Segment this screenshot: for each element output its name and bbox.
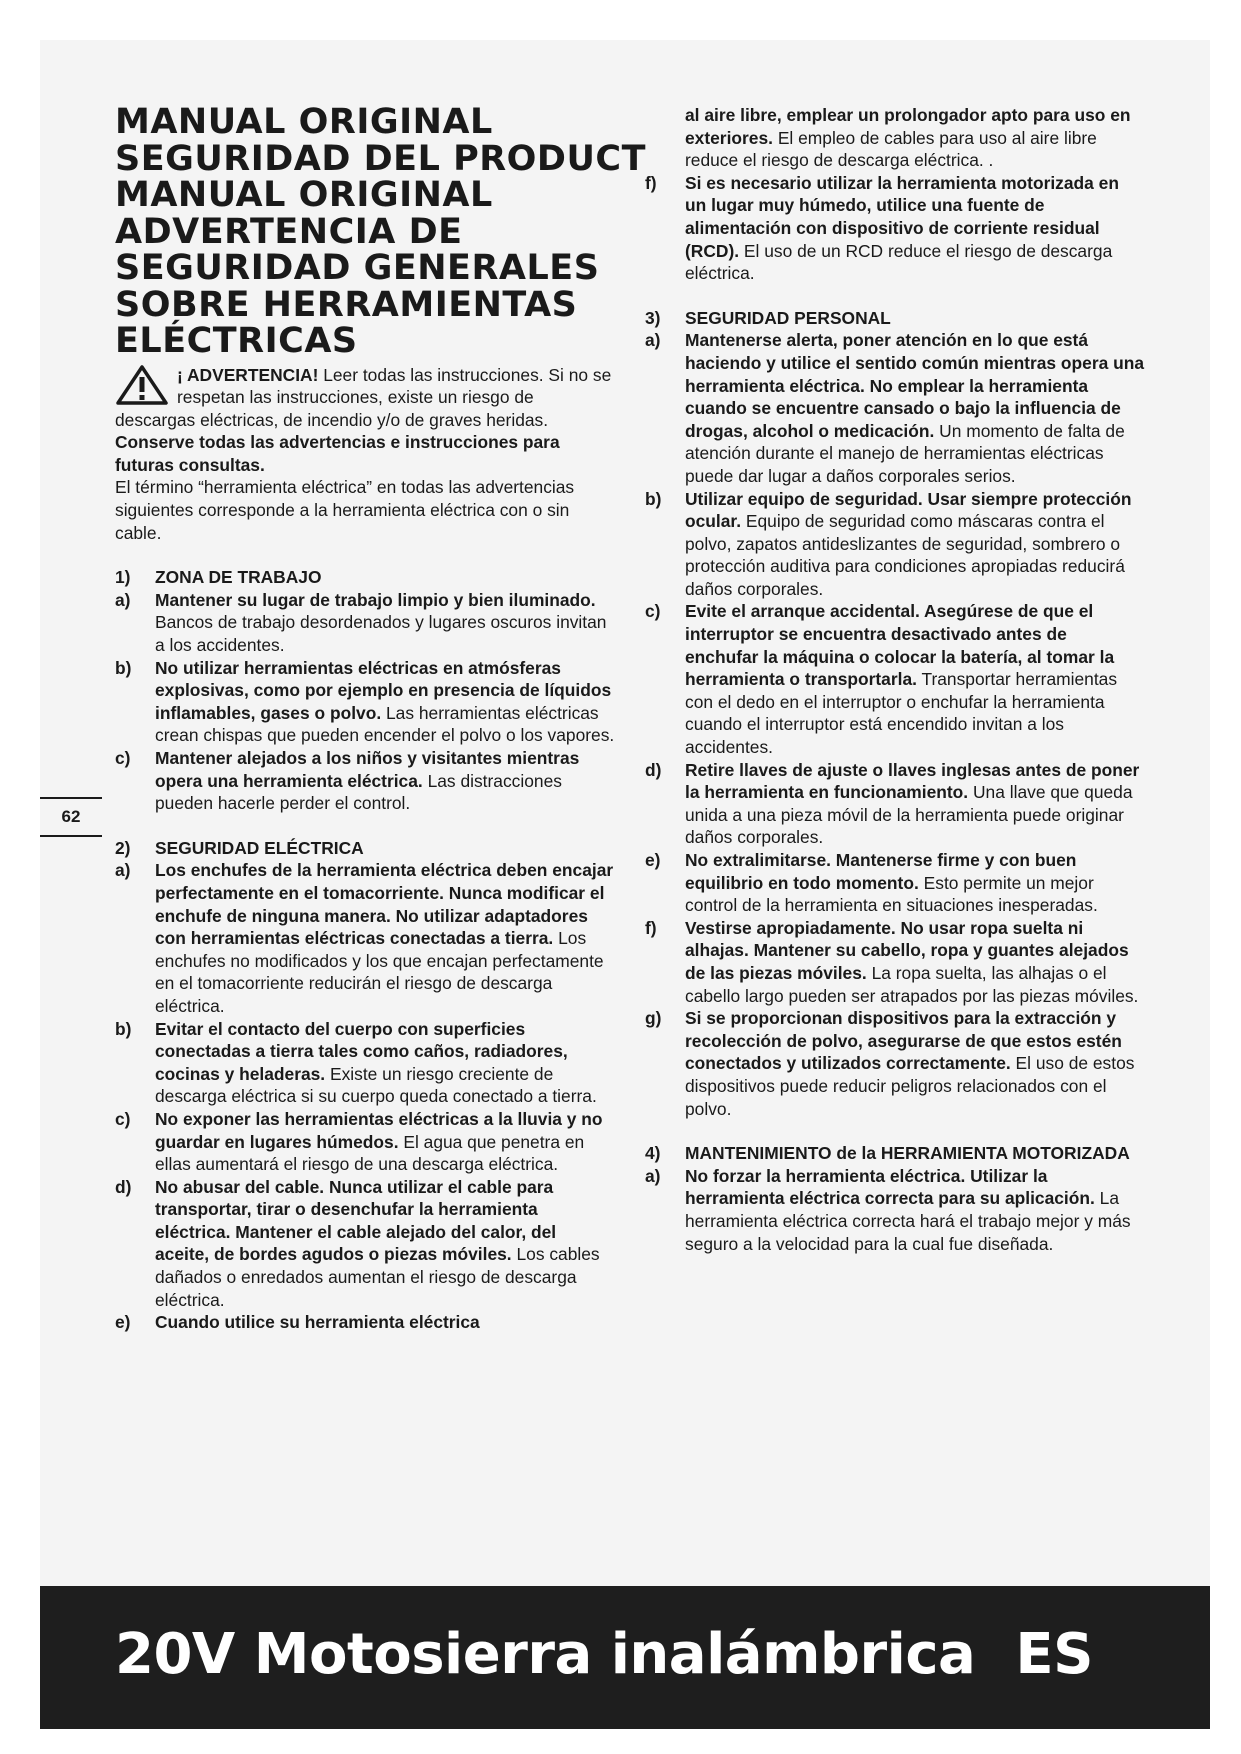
item-body: [155, 589, 615, 657]
item-letter: c): [115, 748, 131, 768]
list-item: [115, 1108, 615, 1176]
item-bold: No utilizar herramientas eléctricas en atmósferas explosivas, como por ejemplo en presencia de líquidos inflamables, gases o polvo.: [155, 657, 612, 723]
item-bold: No exponer las herramientas eléctricas a la lluvia y no guardar en lugares húmedos.: [155, 1108, 603, 1152]
item-letter: c): [645, 601, 661, 622]
warning-block: [115, 364, 615, 545]
item-letter: e): [645, 850, 661, 870]
item-text: La ropa suelta, las alhajas o el cabello largo pueden ser atrapados por las piezas móviles.: [685, 962, 1139, 1006]
item-letter: b): [115, 657, 132, 678]
item-body: [685, 600, 1145, 758]
continuation-text: [645, 104, 1145, 172]
item-bold: Mantener su lugar de trabajo limpio y bien iluminado.: [155, 589, 596, 610]
item-body: [155, 1018, 615, 1108]
item-text: Los enchufes no modificados y los que encajan perfectamente en el tomacorriente reducirán el riesgo de descarga eléctrica.: [155, 928, 604, 1016]
item-text: Transportar herramientas con el dedo en el interruptor o enchufar la herramienta cuando el interruptor está encendido invitan a los accidentes.: [685, 669, 1118, 758]
section-mantenimiento: [645, 1142, 1145, 1255]
page-title: [115, 102, 646, 361]
left-column: [115, 102, 646, 1334]
item-letter: f): [645, 172, 657, 193]
language-code: ES: [1015, 1622, 1093, 1687]
item-text: Los cables dañados o enredados aumentan el riesgo de descarga eléctrica.: [155, 1244, 600, 1310]
list-item: [115, 657, 615, 747]
list-item: [645, 172, 1145, 285]
list-item: [115, 747, 615, 815]
item-body: [685, 172, 1145, 285]
footer-title: [115, 1620, 1093, 1690]
item-bold: Retire llaves de ajuste o llaves inglesas antes de poner la herramienta en funcionamiento.: [685, 759, 1140, 803]
item-body: [685, 488, 1145, 601]
list-item: [645, 488, 1145, 601]
section-number: 2): [115, 837, 131, 858]
item-bold: No extralimitarse. Mantenerse firme y con buen equilibrio en todo momento.: [685, 850, 1077, 893]
item-text: Existe un riesgo creciente de descarga eléctrica si su cuerpo queda conectado a tierra.: [155, 1063, 597, 1107]
list-item: [645, 1007, 1145, 1120]
item-text: Las herramientas eléctricas crean chispas que pueden encender el polvo o los vapores.: [155, 702, 615, 746]
list-item: [645, 600, 1145, 758]
item-bold: Si es necesario utilizar la herramienta motorizada en un lugar muy húmedo, utilice una fuente de alimentación con dispositivo de corriente residual (RCD).: [685, 172, 1119, 261]
item-letter: a): [115, 860, 131, 881]
item-text: Una llave que queda unida a una pieza móvil de la herramienta puede originar daños corporales.: [685, 782, 1133, 848]
item-text: El uso de un RCD reduce el riesgo de descarga eléctrica.: [685, 240, 1113, 284]
item-text: Equipo de seguridad como máscaras contra el polvo, zapatos antideslizantes de seguridad, sombrero o protección auditiva para condiciones apropiadas reducirá daños corporales.: [685, 511, 1125, 599]
item-bold: Si se proporcionan dispositivos para la extracción y recolección de polvo, asegurarse de que estos estén conectados y utilizados correctamente.: [685, 1008, 1122, 1074]
continuation-body: El empleo de cables para uso al aire libre reduce el riesgo de descarga eléctrica. .: [685, 127, 1097, 171]
list-item: [115, 1176, 615, 1312]
section-heading: [115, 566, 615, 589]
item-letter: f): [645, 917, 657, 938]
item-bold: No forzar la herramienta eléctrica. Utilizar la herramienta eléctrica correcta para su aplicación.: [685, 1165, 1095, 1209]
footer-banner: [40, 1586, 1210, 1729]
section-number: 1): [115, 567, 131, 588]
item-bold: Mantener alejados a los niños y visitantes mientras opera una herramienta eléctrica.: [155, 748, 580, 791]
warning-text: [115, 364, 615, 432]
item-body: [685, 1007, 1145, 1120]
item-bold: Evite el arranque accidental. Asegúrese de que el interruptor se encuentra desactivado antes de enchufar la máquina o colocar la batería, al tomar la herramienta o transportarla.: [685, 601, 1115, 690]
list-item: [645, 849, 1145, 917]
item-body: [685, 1165, 1145, 1255]
item-body: [685, 849, 1145, 917]
title-line: SEGURIDAD DEL PRODUCT: [115, 138, 646, 179]
title-line: MANUAL ORIGINAL: [115, 175, 493, 215]
title-line: ADVERTENCIA DE: [115, 211, 463, 252]
warning-label: ¡ ADVERTENCIA!: [177, 364, 319, 385]
item-body: [155, 747, 615, 815]
item-text: Esto permite un mejor control de la herramienta en situaciones inesperadas.: [685, 872, 1098, 916]
title-line: SEGURIDAD GENERALES: [115, 248, 600, 288]
warning-keep-instructions: Conserve todas las advertencias e instrucciones para futuras consultas.: [115, 432, 560, 475]
title-line: MANUAL ORIGINAL: [115, 102, 493, 142]
item-letter: a): [115, 589, 131, 610]
section-zona-de-trabajo: [115, 566, 615, 815]
item-body: [155, 859, 615, 1017]
item-bold: Cuando utilice su herramienta eléctrica: [155, 1312, 480, 1333]
title-line: SOBRE HERRAMIENTAS: [115, 284, 578, 325]
item-text: Un momento de falta de atención durante el manejo de herramientas eléctricas puede dar lugar a daños corporales serios.: [685, 420, 1125, 486]
item-body: [685, 917, 1145, 1007]
item-text: Bancos de trabajo desordenados y lugares oscuros invitan a los accidentes.: [155, 612, 607, 656]
warning-body: Leer todas las instrucciones. Si no se respetan las instrucciones, existe un riesgo de descargas eléctricas, de incendio y/o de graves heridas.: [115, 364, 612, 430]
list-item: [115, 589, 615, 657]
section-heading: [645, 1142, 1145, 1165]
section-number: 3): [645, 307, 661, 328]
item-text: La herramienta eléctrica correcta hará el trabajo mejor y más seguro a la velocidad para la cual fue diseñada.: [685, 1188, 1131, 1254]
item-body: [155, 1311, 615, 1334]
item-bold: Utilizar equipo de seguridad. Usar siempre protección ocular.: [685, 488, 1132, 532]
item-body: [685, 759, 1145, 849]
item-bold: No abusar del cable. Nunca utilizar el cable para transportar, tirar o desenchufar la herramienta eléctrica. Mantener el cable alejado del calor, del aceite, de bordes agudos o piezas móviles.: [155, 1176, 557, 1265]
list-item: [115, 1311, 615, 1334]
list-item: [645, 1165, 1145, 1255]
item-bold: Los enchufes de la herramienta eléctrica deben encajar perfectamente en el tomacorriente. Nunca modificar el enchufe de ninguna manera. No utilizar adaptadores con herramientas eléctricas conectadas a tierra.: [155, 860, 614, 949]
item-letter: b): [645, 488, 662, 509]
item-body: [155, 657, 615, 747]
section-heading: [645, 307, 1145, 330]
continuation-bold: al aire libre, emplear un prolongador apto para uso en exteriores.: [685, 105, 1131, 148]
item-letter: a): [645, 1165, 661, 1186]
item-letter: e): [115, 1312, 131, 1333]
item-letter: d): [115, 1176, 132, 1197]
section-title: MANTENIMIENTO de la HERRAMIENTA MOTORIZADA: [685, 1143, 1130, 1164]
item-bold: Evitar el contacto del cuerpo con superficies conectadas a tierra tales como caños, radiadores, cocinas y heladeras.: [155, 1018, 568, 1084]
title-line: ELÉCTRICAS: [115, 321, 358, 361]
section-seguridad-personal: [645, 307, 1145, 1120]
list-item: [645, 329, 1145, 487]
warning-term: El término “herramienta eléctrica” en todas las advertencias siguientes corresponde a la herramienta eléctrica con o sin cable.: [115, 477, 575, 543]
item-letter: d): [645, 759, 662, 780]
page-number: 62: [40, 797, 102, 837]
list-item: [645, 759, 1145, 849]
product-name: 20V Motosierra inalámbrica: [115, 1622, 976, 1687]
item-letter: c): [115, 1108, 131, 1129]
list-item: [115, 1018, 615, 1108]
item-text: El agua que penetra en ellas aumentará el riesgo de una descarga eléctrica.: [155, 1131, 585, 1175]
item-letter: a): [645, 330, 661, 351]
section-seguridad-electrica: [115, 837, 615, 1334]
section-title: SEGURIDAD ELÉCTRICA: [155, 837, 364, 858]
section-number: 4): [645, 1143, 661, 1164]
item-body: [155, 1108, 615, 1176]
item-body: [155, 1176, 615, 1312]
right-column: [645, 104, 1145, 1255]
section-heading: [115, 837, 615, 860]
item-text: Las distracciones pueden hacerle perder el control.: [155, 770, 562, 814]
warning-triangle-icon: [115, 364, 169, 406]
section-title: ZONA DE TRABAJO: [155, 567, 322, 588]
item-letter: b): [115, 1018, 132, 1039]
list-item: [115, 859, 615, 1017]
item-bold: Mantenerse alerta, poner atención en lo que está haciendo y utilice el sentido común mientras opera una herramienta eléctrica. No emplear la herramienta cuando se encuentre cansado o bajo la influencia de drogas, alcohol o medicación.: [685, 330, 1145, 441]
item-body: [685, 329, 1145, 487]
item-text: El uso de estos dispositivos puede reducir peligros relacionados con el polvo.: [685, 1053, 1135, 1119]
item-letter: g): [645, 1008, 662, 1029]
item-bold: Vestirse apropiadamente. No usar ropa suelta ni alhajas. Mantener su cabello, ropa y guantes alejados de las piezas móviles.: [685, 917, 1129, 983]
section-title: SEGURIDAD PERSONAL: [685, 307, 891, 328]
list-item: [645, 917, 1145, 1007]
